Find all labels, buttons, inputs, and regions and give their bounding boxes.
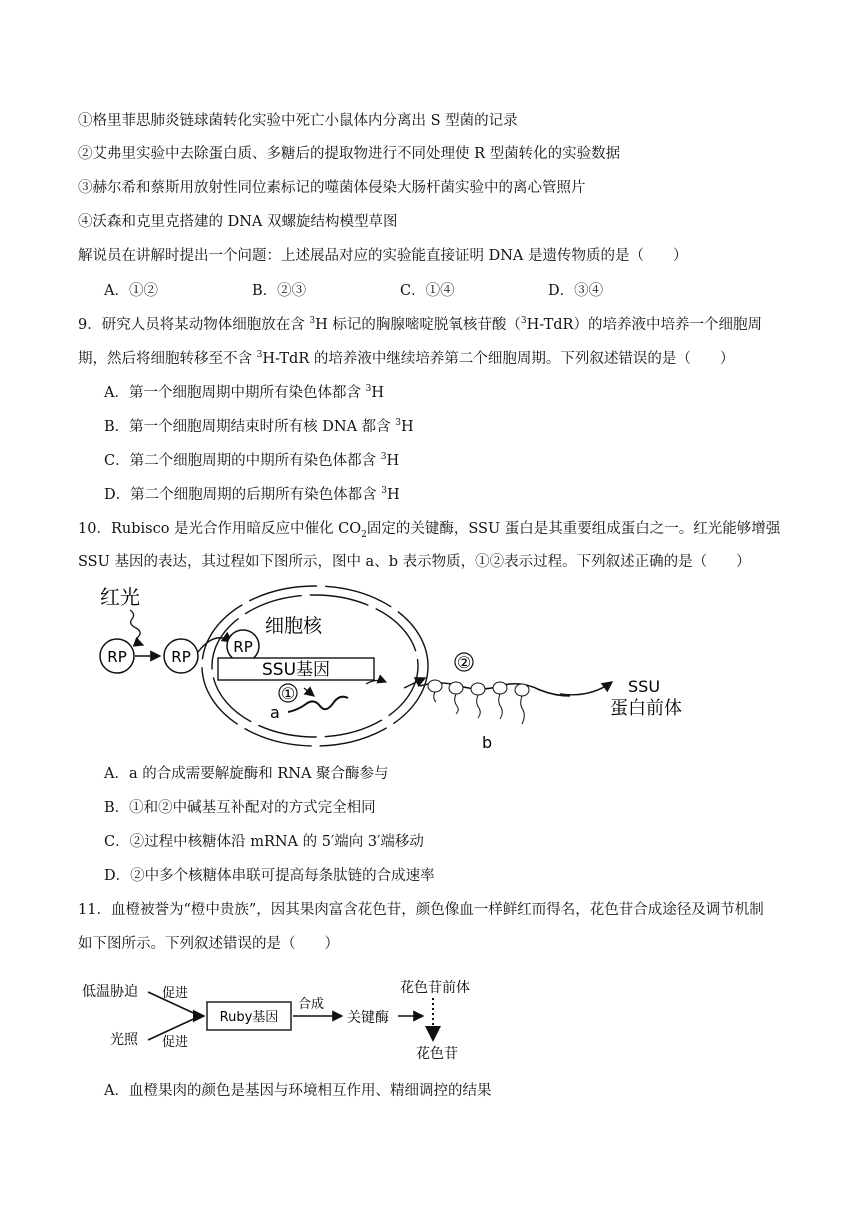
q11-stem-line2: 如下图所示。下列叙述错误的是（ ） (78, 936, 339, 952)
q9-option-a: A．第一个细胞周期中期所有染色体都含 $^3$H (104, 384, 384, 401)
ribosome-1 (428, 680, 442, 702)
q11-figure (80, 972, 500, 1068)
anthocyanin-precursor-label: 花色苷前体 (400, 980, 470, 996)
exhibit-4: ④沃森和克里克搭建的 DNA 双螺旋结构模型草图 (78, 214, 398, 230)
q9-stem-line1: 9．研究人员将某动物体细胞放在含 $^3$H 标记的胸腺嘧啶脱氧核苷酸（$^3$H-TdR）的培养液中培养一个细胞周 (78, 316, 762, 333)
svg-text:RP: RP (233, 638, 253, 656)
nucleus-label: 细胞核 (265, 615, 323, 637)
q8-option-a: A．①② (104, 283, 158, 299)
q10-option-b: B．①和②中碱基互补配对的方式完全相同 (104, 800, 376, 816)
ribosome-4 (493, 682, 507, 719)
svg-text:RP: RP (107, 648, 127, 666)
q10-option-c: C．②过程中核糖体沿 mRNA 的 5′端向 3′端移动 (104, 834, 424, 850)
anthocyanin-label: 花色苷 (416, 1046, 458, 1062)
q10-option-d: D．②中多个核糖体串联可提高每条肽链的合成速率 (104, 868, 435, 884)
q11-option-a: A．血橙果肉的颜色是基因与环境相互作用、精细调控的结果 (104, 1083, 492, 1099)
transcription-arrow (304, 688, 314, 696)
ruby-gene-label: Ruby基因 (219, 1010, 279, 1025)
exhibit-3: ③赫尔希和蔡斯用放射性同位素标记的噬菌体侵染大肠杆菌实验中的离心管照片 (78, 180, 586, 196)
light-wave-arrow (130, 610, 143, 645)
q9-option-b: B．第一个细胞周期结束时所有核 DNA 都含 $^3$H (104, 418, 414, 435)
synthesis-label: 合成 (298, 997, 325, 1012)
label-b: b (482, 733, 493, 752)
red-light-label: 红光 (100, 585, 140, 609)
ribosome-3 (471, 683, 485, 718)
q8-options (104, 281, 603, 301)
q8-option-c: C．①④ (400, 283, 455, 299)
process-1-label: ① (280, 684, 296, 703)
precursor-label: 蛋白前体 (610, 698, 682, 719)
q9-stem-line2: 期，然后将细胞转移至不含 $^3$H-TdR 的培养液中继续培养第二个细胞周期。下列叙述错误的是（ ） (78, 350, 735, 367)
q11-stem-line1: 11．血橙被誉为“橙中贵族”，因其果肉富含花色苷，颜色像血一样鲜红而得名，花色苷合成途径及调节机制 (78, 902, 764, 918)
export-arrow (404, 678, 425, 688)
promote-label-1: 促进 (162, 986, 189, 1001)
label-a: a (270, 703, 280, 722)
ribosome-2 (449, 682, 463, 714)
key-enzyme-label: 关键酶 (347, 1010, 389, 1026)
q10-figure (90, 578, 710, 754)
promote-label-2: 促进 (162, 1035, 189, 1050)
cold-stress-label: 低温胁迫 (82, 984, 138, 1000)
exhibit-1: ①格里菲思肺炎链球菌转化实验中死亡小鼠体内分离出 S 型菌的记录 (78, 113, 518, 129)
output-arrow (560, 682, 612, 695)
q10-stem-line2: SSU 基因的表达，其过程如下图所示，图中 a、b 表示物质，①②表示过程。下列叙述正确的是（ ） (78, 554, 751, 570)
ssu-label: SSU (628, 677, 661, 696)
light-label: 光照 (110, 1032, 138, 1048)
q10-option-a: A．a 的合成需要解旋酶和 RNA 聚合酶参与 (104, 766, 389, 782)
q8-option-b: B．②③ (252, 283, 307, 299)
process-2-label: ② (456, 653, 472, 672)
q8-option-d: D．③④ (548, 283, 604, 299)
q9-option-c: C．第二个细胞周期的中期所有染色体都含 $^3$H (104, 452, 400, 469)
q9-option-d: D．第二个细胞周期的后期所有染色体都含 $^3$H (104, 486, 400, 503)
ssu-gene-label: SSU基因 (261, 660, 331, 680)
ribosome-5 (515, 684, 529, 724)
q8-stem: 解说员在讲解时提出一个问题：上述展品对应的实验能直接证明 DNA 是遗传物质的是（ ） (78, 248, 688, 264)
mrna-a-strand (288, 697, 348, 712)
q10-stem-line1: 10．Rubisco 是光合作用暗反应中催化 $CO_2$固定的关键酶，SSU 蛋白是其重要组成蛋白之一。红光能够增强 (78, 521, 781, 540)
exhibit-2: ②艾弗里实验中去除蛋白质、多糖后的提取物进行不同处理使 R 型菌转化的实验数据 (78, 146, 621, 162)
svg-text:RP: RP (171, 648, 191, 666)
